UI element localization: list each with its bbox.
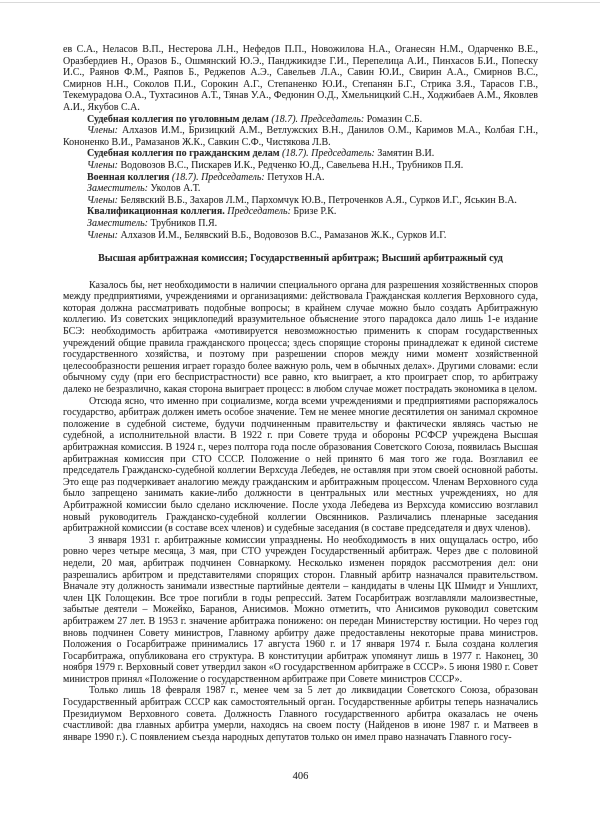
collegium-entry (63, 218, 538, 230)
member-names: Петухов Н.А. (264, 171, 325, 183)
body-paragraph: Казалось бы, нет необходимости в наличии специального органа для разрешения хозяйственных споров между предприятиями, учреждениями и организациями: действовала Гражданская коллегия Верховного суда, которая должна рассматривать подобные вопросы; в крайнем случае можно было создать Арбитражную коллегию. Из советских энциклопедий вразумительное объяснение этого парадокса дало лишь 1-е издание БСЭ: необходимость арбитража «мотивируется невозможностью применить к спорам государственных учреждений общие правила гражданского процесса; здесь спорящие стороны принадлежат к единой системе государственного хозяйства, и поэтому при разрешении споров между ними момент хозяйственной целесообразности решения играет гораздо более важную роль, чем в обычных делах». Другими словами: если обычному суду (при его беспристрастности) все равно, кто выиграет, а кто проиграет спор, то арбитражу далеко не безразлично, какая сторона выиграет процесс: в любом случае может пострадать экономика в целом. (63, 279, 538, 396)
role-label: Председатель: (224, 206, 291, 218)
collegium-entry (63, 114, 538, 126)
member-names: Водовозов В.С., Пискарев И.К., Редченко Ю.Д., Савельева Н.Н., Трубников П.Я. (118, 159, 464, 171)
member-names: Трубников П.Я. (147, 217, 218, 229)
collegium-entry (63, 160, 538, 172)
role-label: Члены: (87, 229, 119, 241)
role-label: Члены: (87, 125, 119, 137)
body-paragraph: Только лишь 18 февраля 1987 г., менее чем за 5 лет до ликвидации Советского Союза, образован Государственный арбитраж СССР как самостоятельный орган. Государственные арбитры теперь назначались Президиумом Верховного совета. Должность Главного государственного арбитра оказалась не очень счастливой: два главных арбитра умерли, находясь на своем посту (Найденов в июне 1987 г. и Матвеев в январе 1990 г.). С появлением съезда народных депутатов только он имел право назначать Главного госу- (63, 685, 538, 743)
collegia-list (63, 114, 538, 242)
collegium-title: Судебная коллегия по уголовным делам (87, 113, 272, 125)
member-names: Ромазин С.Б. (364, 113, 423, 125)
collegium-title: Военная коллегия (87, 171, 172, 183)
page-number: 406 (292, 771, 309, 782)
role-label: Члены: (87, 159, 119, 171)
collegium-entry (63, 172, 538, 184)
section-heading: Высшая арбитражная комиссия; Государственный арбитраж; Высший арбитражный суд (98, 253, 503, 265)
collegium-entry (63, 230, 538, 242)
names-continuation-paragraph: ев С.А., Неласов В.П., Нестерова Л.Н., Нефедов П.П., Новожилова Н.А., Оганесян Н.М., Одарченко В.Е., Оразбердиев Н., Оразов Б., Ошмянский Ю.Э., Панджикидзе Г.И., Перепелица А.И., Пинхасов Б.И., Попеску И.С., Раянов Ф.М., Раяпов Б., Реджепов А.Э., Савельев Л.А., Савин Ю.И., Свирин А.А., Смирнов В.С., Смирнов Н.Н., Соколов П.И., Сорокин А.Г., Степаненко Ю.И., Степанян Б.Г., Стрика З.Я., Тарасов Г.В., Текемурадова О.А., Тухтасинов А.Т., Тянав У.А., Федюнин О.Д., Хмельницкий С.Н., Ходжибаев А.М., Яковлев А.И., Якубов С.А. (63, 44, 538, 113)
role-label: (18.7). Председатель: (171, 171, 265, 183)
body-paragraph: 3 января 1931 г. арбитражные комиссии упразднены. Но необходимость в них ощущалась остро, ибо ровно через четыре месяца, 3 мая, при СТО учрежден Государственный арбитраж. Через две с половиной недели, 20 мая, арбитраж подчинен Совнаркому. Несколько изменен порядок рассмотрения дел: они разрешались арбитром и представителями спорящих сторон. Главный арбитр назначался правительством. Вначале эту должность занимали известные партийные деятели – кандидаты в члены ЦК Шмидт и Уншлихт, член ЦК Голощекин. Все трое погибли в годы репрессий. Затем Госарбитраж возглавляли малоизвестные, забытые деятели – Можейко, Баранов, Анисимов. Можно отметить, что Анисимов руководил советским арбитражем 27 лет. В 1953 г. значение арбитража понижено: он передан Министерству юстиции. Но через год вновь подчинен Совету министров, Главному арбитру даже предоставлены некоторые права министров. Положения о Госарбитраже принимались 17 августа 1960 г. и 17 января 1974 г. Была создана коллегия Госарбитража, опубликована его структура. В конституции арбитраж упомянут лишь в 1977 г. Наконец, 30 ноября 1979 г. Верховный совет утвердил закон «О государственном арбитраже в СССР». 5 июня 1980 г. Совет министров принял «Положение о государственном арбитраже при Совете министров СССР». (63, 534, 538, 685)
body-paragraphs (63, 280, 538, 744)
body-paragraph: Отсюда ясно, что именно при социализме, когда всеми учреждениями и предприятиями распоряжалось государство, арбитраж должен иметь особое значение. Тем не менее многие десятилетия он занимал скромное положение в судебной системе, будучи подчиненным правительству и фактически являясь частью не судебной, а исполнительной власти. В 1922 г. при Совете труда и обороны РСФСР учреждена Высшая арбитражная комиссия. В 1924 г., через полтора года после образования Советского Союза, появилась Высшая арбитражная комиссия при СТО СССР. Положение о ней принято 6 мая того же года. Возглавил ее председатель Гражданско-судебной коллегии Верхсуда Лебедев, не оставляя при этом своей основной работы. Это еще раз подчеркивает аналогию между гражданским и арбитражным процессом. Членам Верховного суда было запрещено занимать какие-либо должности в центральных или местных учреждениях, но для Арбитражной комиссии было сделано исключение. После ухода Лебедева из Верхсуда комиссию возглавил новый руководитель Гражданско-судебной коллегии Овсянников. Различались пленарные заседания арбитражной комиссии (в составе всех членов) и судебные заседания (в составе председателя и двух членов). (63, 395, 538, 535)
member-names: Замятин В.И. (374, 148, 435, 160)
member-names: Алхазов И.М., Белявский В.Б., Водовозов В.С., Рамазанов Ж.К., Сурков И.Г. (118, 229, 447, 241)
collegium-entry (63, 195, 538, 207)
page-top-edge (0, 2, 600, 3)
role-label: Члены: (87, 194, 119, 206)
role-label: Заместитель: (87, 183, 148, 195)
collegium-entry (63, 148, 538, 160)
collegium-entry (63, 183, 538, 195)
role-label: (18.7). Председатель: (271, 113, 365, 125)
member-names: Уколов А.Т. (147, 183, 201, 195)
text-block (63, 44, 538, 743)
member-names: Белявский В.Б., Захаров Л.М., Пархомчук Ю.В., Петроченков А.Я., Сурков И.Г., Яськин В.А. (118, 194, 517, 206)
collegium-title: Квалификационная коллегия. (87, 206, 225, 218)
member-names: Алхазов И.М., Бризицкий А.М., Ветлужских В.Н., Данилов О.М., Каримов М.А., Колбая Г.Н., Кононенко В.И., Рамазанов Ж.К., Савкин С.Ф., Чистякова Л.В. (63, 125, 538, 148)
role-label: Заместитель: (87, 217, 148, 229)
collegium-entry (63, 125, 538, 148)
role-label: (18.7). Председатель: (282, 148, 375, 160)
member-names: Бризе Р.К. (290, 206, 337, 218)
collegium-entry (63, 206, 538, 218)
collegium-title: Судебная коллегия по гражданским делам (87, 148, 283, 160)
